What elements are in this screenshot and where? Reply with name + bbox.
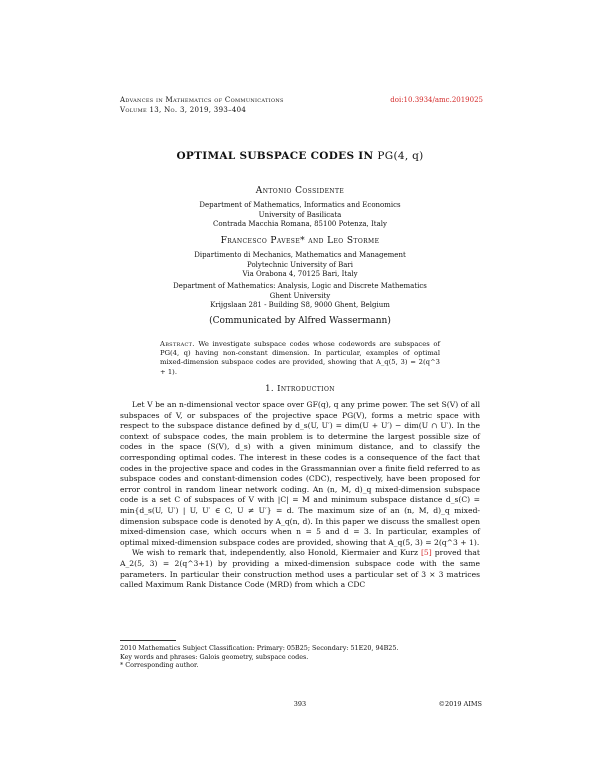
affil-line: Contrada Macchia Romana, 85100 Potenza, Italy [213,220,387,228]
affiliation-basilicata [0,201,600,230]
affiliation-bari [0,251,600,280]
paragraph: Let V be an n-dimensional vector space over GF(q), q any prime power. The set S(V) of all subspaces of V, or subspaces of the projective space PG(V), forms a metric space with respect to the subspace distance defined by d_s(U, U′) = dim(U + U′) − dim(U ∩ U′). In the context of subspace codes, the main problem is to determine the largest possible size of codes in the space (S(V), d_s) with a given minimum distance, and to classify the corresponding optimal codes. The interest in these codes is a consequence of the fact that codes in the projective space and codes in the Grassmannian over a finite field referred to as subspace codes and constant-dimension codes (CDC), respectively, have been proposed for error control in random linear network coding. An (n, M, d)_q mixed-dimension subspace code is a set C of subspaces of V with |C| = M and minimum subspace distance d_s(C) = min{d_s(U, U′) | U, U′ ∈ C, U ≠ U′} = d. The maximum size of an (n, M, d)_q mixed-dimension subspace code is denoted by A_q(n, d). In this paper we discuss the smallest open mixed-dimension case, which occurs when n = 5 and d = 3. In particular, examples of optimal mixed-dimension subspace codes are provided, showing that A_q(5, 3) = 2(q^3 + 1). [120,400,480,547]
affil-line: Krijgslaan 281 - Building S8, 9000 Ghent, Belgium [210,301,390,309]
affil-line: Dipartimento di Mechanics, Mathematics and Management [194,251,406,259]
keywords: Key words and phrases: Galois geometry, subspace codes. [120,652,309,661]
affil-line: University of Basilicata [258,210,342,219]
msc-classification: 2010 Mathematics Subject Classification: Primary: 05B25; Secondary: 51E20, 94B25. [120,644,399,652]
author-pavese-storme: Francesco Pavese* and Leo Storme [220,236,380,246]
abstract-text: We investigate subspace codes whose codewords are subspaces of PG(4, q) having non-constant dimension. In particular, examples of optimal mixed-dimension subspace codes are provided, showing that A_q(5, 3) = 2(q^3 + 1). [160,340,440,376]
title-pg: PG(4, q) [377,150,424,162]
affil-line: Department of Mathematics, Informatics and Economics [199,201,401,209]
affil-line: Polytechnic University of Bari [247,260,353,269]
doi-link[interactable]: doi:10.3934/amc.2019025 [390,96,483,104]
affil-line: Department of Mathematics: Analysis, Logic and Discrete Mathematics [173,282,427,290]
abstract [160,340,440,377]
paragraph [120,548,480,590]
footnotes [120,644,480,670]
section-heading: 1. Introduction [265,384,335,394]
body-text [120,400,480,591]
citation-link[interactable]: [5] [420,548,432,558]
communicated-by: (Communicated by Alfred Wassermann) [209,316,391,326]
journal-volume: Volume 13, No. 3, 2019, 393–404 [120,105,247,114]
journal-name: Advances in Mathematics of Communications [120,96,284,104]
footnote-rule [120,640,176,641]
paper-title [0,150,600,162]
journal-header [120,96,284,115]
corresponding-author-note: * Corresponding author. [120,661,199,670]
paragraph-text: proved that A_2(5, 3) = 2(q^3+1) by providing a mixed-dimension subspace code with the same parameters. In particular their construction method uses a particular set of 3 × 3 matrices called Maximum Rank Distance Code (MRD) from which a CDC [120,548,480,590]
affil-line: Ghent University [269,291,331,300]
paragraph-text: We wish to remark that, independently, also Honold, Kiermaier and Kurz [132,548,418,558]
copyright: ©2019 AIMS [438,700,482,708]
affiliation-ghent [0,282,600,311]
title-main: OPTIMAL SUBSPACE CODES IN [176,150,374,162]
author-cossidente: Antonio Cossidente [255,186,345,196]
affil-line: Via Orabona 4, 70125 Bari, Italy [242,270,358,278]
abstract-label: Abstract. [160,340,195,348]
page-number: 393 [293,700,307,708]
